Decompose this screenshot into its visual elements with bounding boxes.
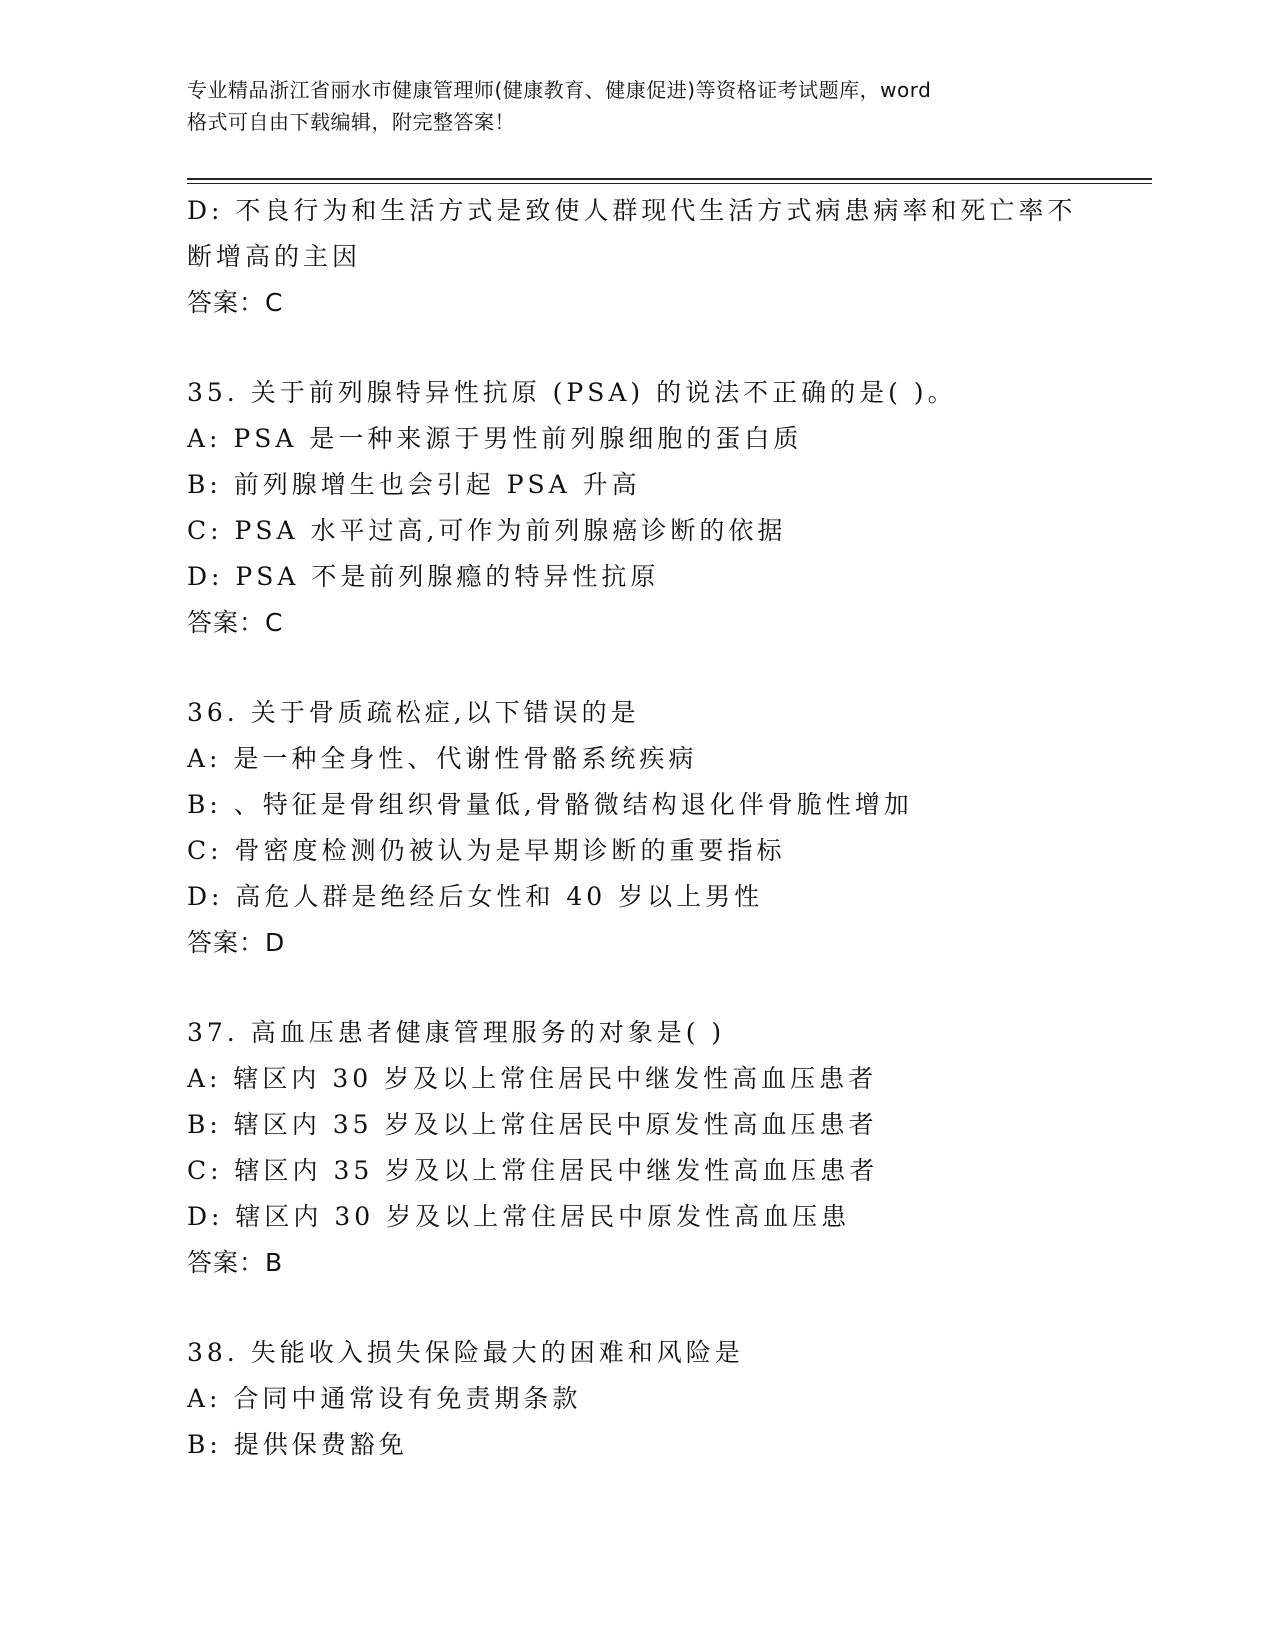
question-stem: 36. 关于骨质疏松症,以下错误的是 bbox=[187, 698, 640, 727]
question-block-35 bbox=[187, 370, 1087, 646]
question-block-34 bbox=[187, 188, 1087, 326]
option-d: D: 不良行为和生活方式是致使人群现代生活方式病患病率和死亡率不 bbox=[187, 196, 1077, 225]
question-block-38 bbox=[187, 1330, 1087, 1468]
option-a: A: 辖区内 30 岁及以上常住居民中继发性高血压患者 bbox=[187, 1064, 878, 1093]
option-a: A: PSA 是一种来源于男性前列腺细胞的蛋白质 bbox=[187, 424, 803, 453]
answer: 答案：B bbox=[187, 1248, 284, 1277]
question-stem: 37. 高血压患者健康管理服务的对象是( ) bbox=[187, 1018, 726, 1047]
question-stem: 35. 关于前列腺特异性抗原 (PSA) 的说法不正确的是( )。 bbox=[187, 378, 957, 407]
question-block-36 bbox=[187, 690, 1087, 966]
answer: 答案：D bbox=[187, 928, 286, 957]
option-d: D: 高危人群是绝经后女性和 40 岁以上男性 bbox=[187, 882, 764, 911]
option-a: A: 合同中通常设有免责期条款 bbox=[187, 1384, 582, 1413]
option-c: C: PSA 水平过高,可作为前列腺癌诊断的依据 bbox=[187, 516, 787, 545]
header-divider-thin bbox=[187, 183, 1152, 184]
option-d: D: PSA 不是前列腺瘾的特异性抗原 bbox=[187, 562, 660, 591]
option-d-continued: 断增高的主因 bbox=[187, 242, 362, 271]
option-c: C: 骨密度检测仍被认为是早期诊断的重要指标 bbox=[187, 836, 786, 865]
option-b: B: 提供保费豁免 bbox=[187, 1430, 408, 1459]
option-b: B: 、特征是骨组织骨量低,骨骼微结构退化伴骨脆性增加 bbox=[187, 790, 913, 819]
option-b: B: 前列腺增生也会引起 PSA 升高 bbox=[187, 470, 641, 499]
answer: 答案：C bbox=[187, 608, 284, 637]
option-a: A: 是一种全身性、代谢性骨骼系统疾病 bbox=[187, 744, 698, 773]
question-stem: 38. 失能收入损失保险最大的困难和风险是 bbox=[187, 1338, 744, 1367]
header-line-1: 专业精品浙江省丽水市健康管理师(健康教育、健康促进)等资格证考试题库，word bbox=[187, 78, 932, 102]
answer: 答案：C bbox=[187, 288, 284, 317]
question-block-37 bbox=[187, 1010, 1087, 1286]
header-divider-thick bbox=[187, 178, 1152, 180]
header-line-2: 格式可自由下载编辑，附完整答案！ bbox=[187, 110, 515, 134]
question-list bbox=[187, 188, 1087, 1468]
option-d: D: 辖区内 30 岁及以上常住居民中原发性高血压患 bbox=[187, 1202, 851, 1231]
document-header bbox=[187, 74, 1087, 138]
option-b: B: 辖区内 35 岁及以上常住居民中原发性高血压患者 bbox=[187, 1110, 878, 1139]
option-c: C: 辖区内 35 岁及以上常住居民中继发性高血压患者 bbox=[187, 1156, 879, 1185]
